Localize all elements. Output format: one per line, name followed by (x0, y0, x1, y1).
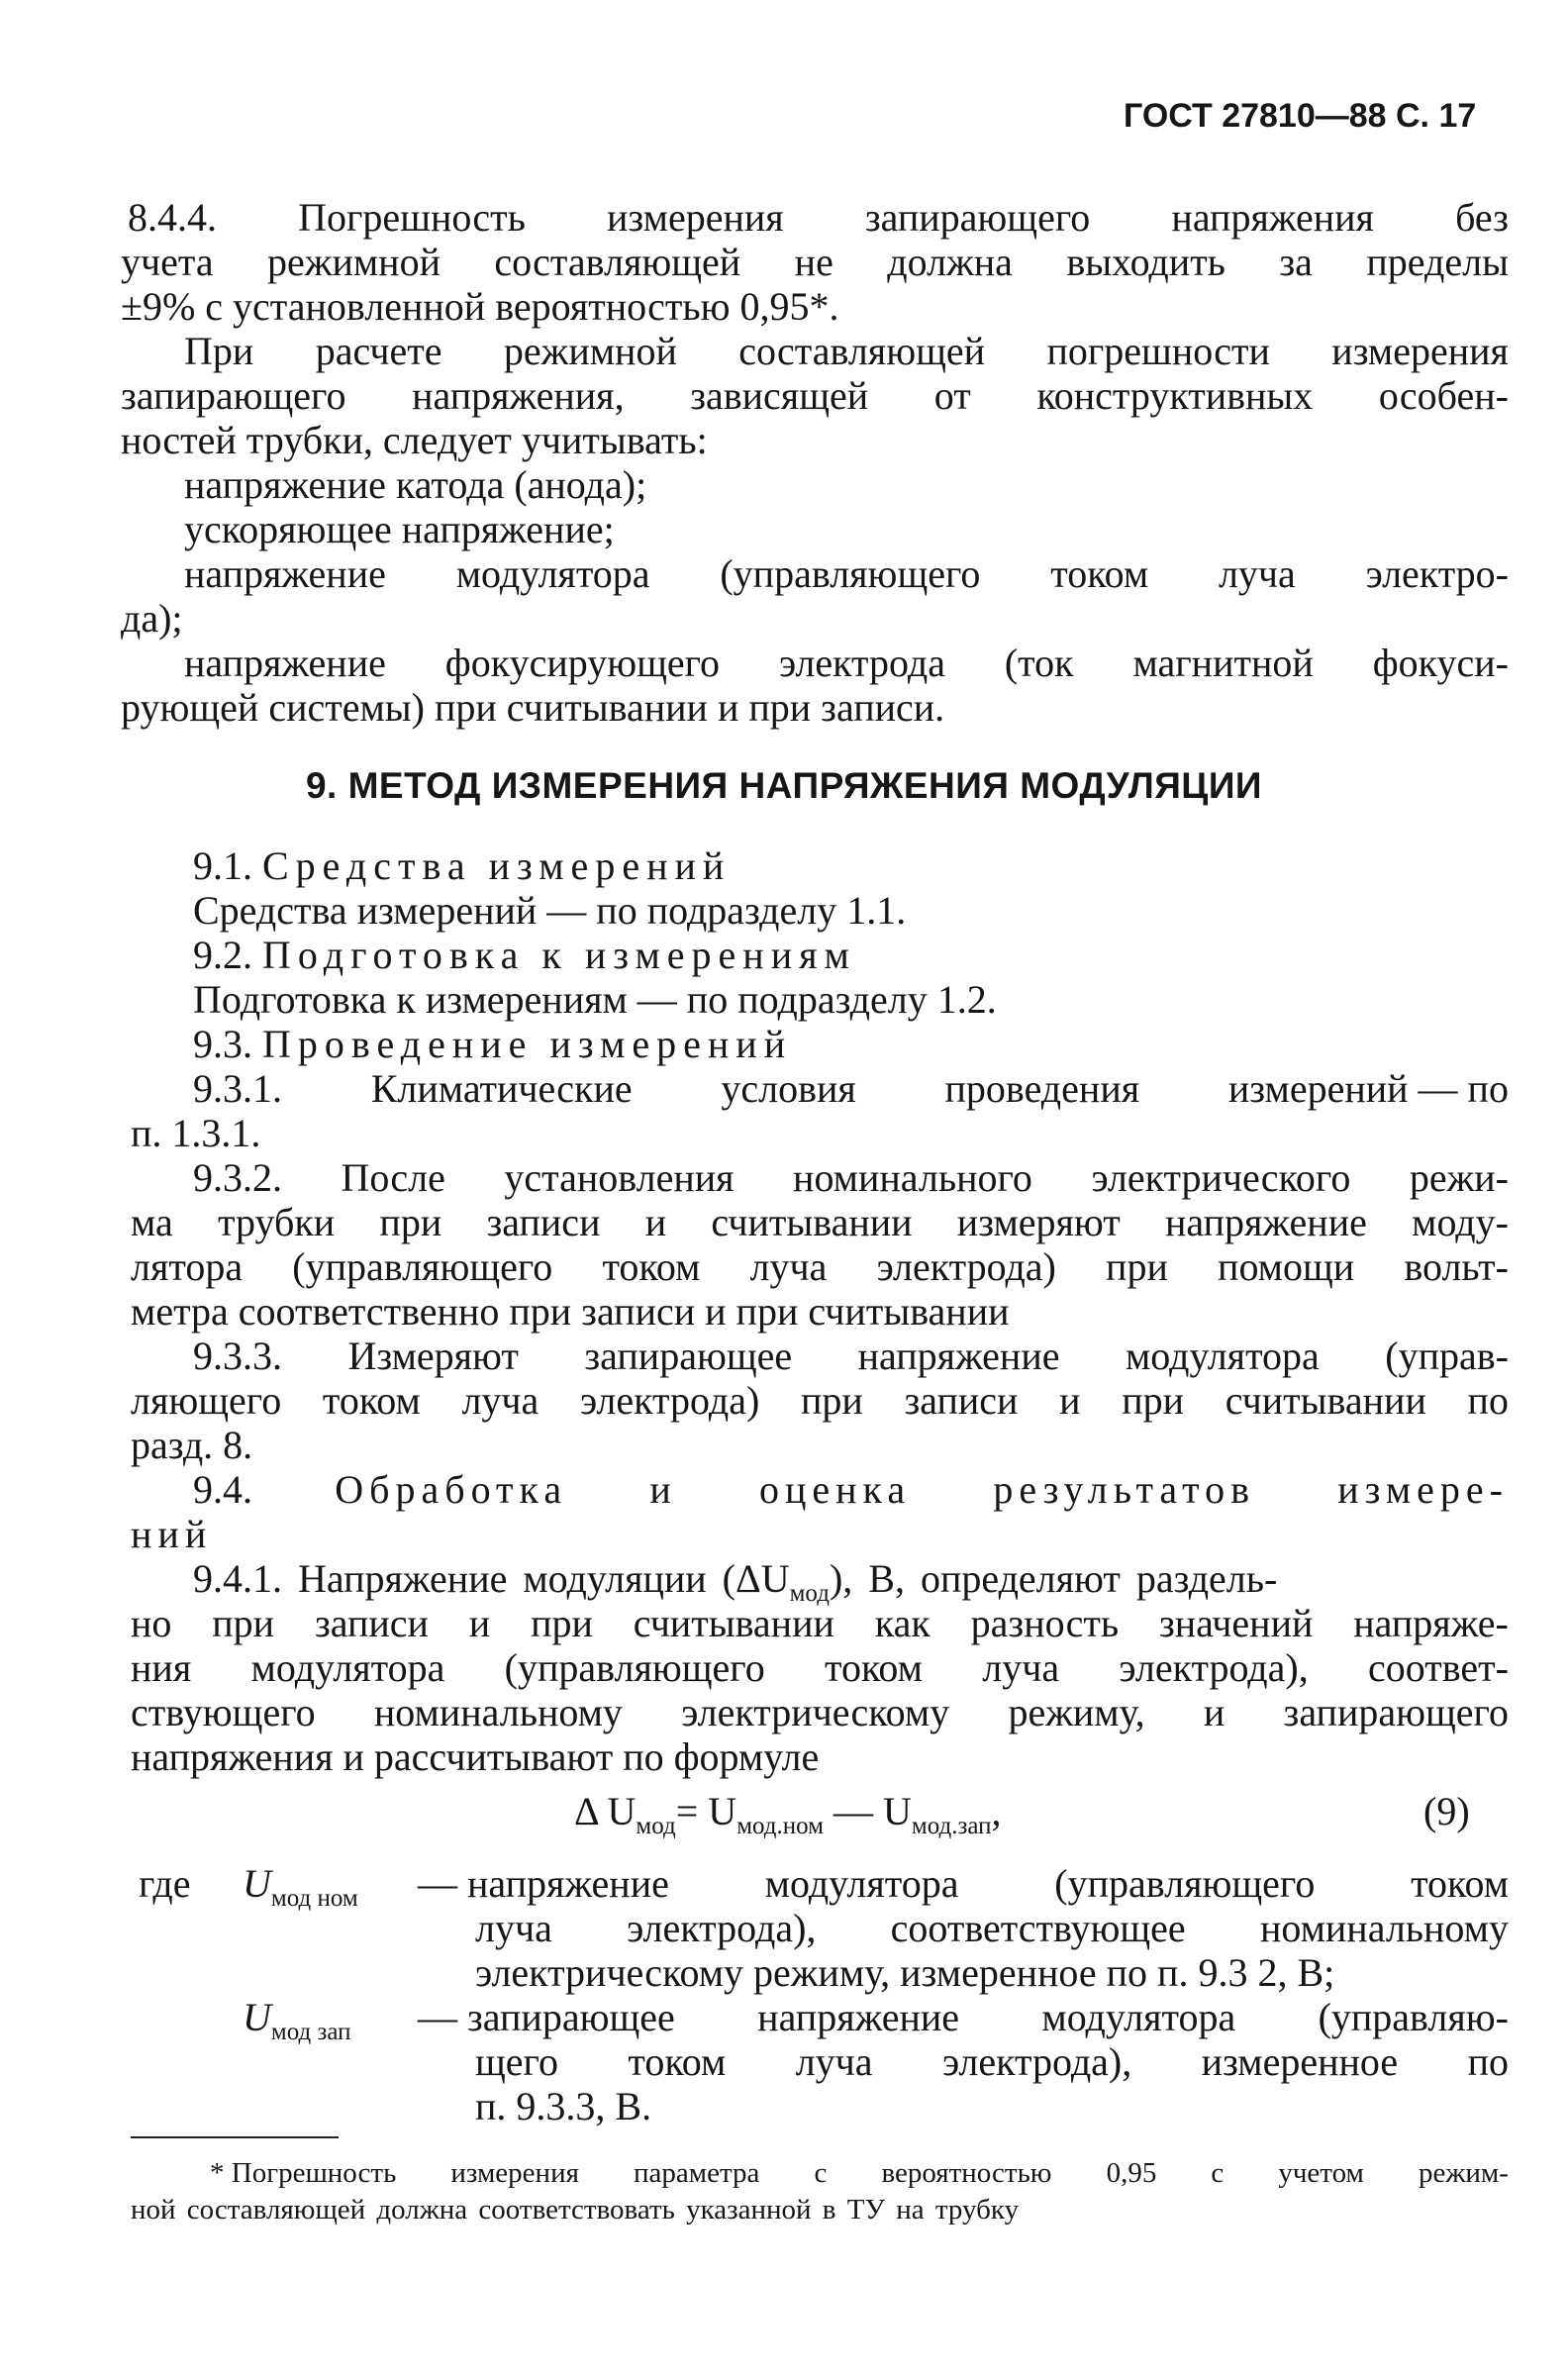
calc-paragraph-line-1 (184, 329, 1509, 373)
formula-9 (574, 1789, 1002, 1839)
word: напряжение (1165, 1200, 1367, 1244)
calc-list-item-2: ускоряющее напряжение; (184, 507, 615, 551)
paragraph-9-3-3-line-1 (193, 1336, 1509, 1376)
word: луча (1218, 551, 1296, 596)
text: 9.4.1. Напряжение модуляции (ΔU (193, 1556, 790, 1601)
symbol: U (243, 1861, 271, 1906)
word: током (602, 1244, 701, 1289)
word: током (628, 2039, 727, 2084)
word: составляющей (738, 329, 986, 373)
word: проведения (944, 1066, 1140, 1111)
word: (управляю- (1318, 1995, 1509, 2039)
word: (управляющего (720, 551, 981, 596)
paragraph-9-3-1-line-1 (193, 1066, 1509, 1111)
word: После (341, 1155, 445, 1200)
word: 9.3.2. (193, 1155, 282, 1200)
word: учетом (1278, 2157, 1364, 2189)
word: электрода) (579, 1378, 760, 1423)
word: пределы (1366, 240, 1509, 284)
word: за (1279, 240, 1313, 284)
word: записи (314, 1601, 429, 1645)
paragraph-9-3-2-line-1 (193, 1155, 1509, 1200)
formula-delta: Δ U (574, 1789, 637, 1833)
calc-list-item-4-cont: рующей системы) при считывании и при записи. (121, 685, 945, 730)
word: (управляющего (1054, 1861, 1316, 1906)
word: запирающего (864, 195, 1091, 240)
word: режи- (1409, 1155, 1509, 1200)
word: 8.4.4. (128, 195, 217, 240)
word: условия (721, 1066, 856, 1111)
word: (управляющего (504, 1645, 765, 1690)
word: вероятностью (881, 2157, 1052, 2189)
subsection-9-2-heading (193, 933, 856, 977)
word: электрода), (1119, 1645, 1309, 1690)
word: луча (749, 1244, 828, 1289)
word: Погрешность (298, 195, 526, 240)
word: установления (504, 1155, 735, 1200)
formula-minus: — U (823, 1789, 912, 1833)
word: при (212, 1601, 275, 1645)
formula-subscript: мод.зап (911, 1813, 992, 1839)
word: конструктивных (1036, 373, 1314, 418)
paragraph-9-3-1-line-2: п. 1.3.1. (131, 1111, 261, 1155)
word: и (649, 1467, 677, 1512)
word: запирающего (121, 373, 346, 418)
formula-subscript: мод (636, 1813, 676, 1839)
word: должна (887, 240, 1013, 284)
formula-equals: = U (675, 1789, 737, 1833)
word: и (1203, 1690, 1225, 1734)
word: как (874, 1601, 931, 1645)
paragraph-9-3-2-line-3 (131, 1244, 1509, 1289)
paragraph-9-3-2-line-2 (131, 1200, 1509, 1244)
word: записи (486, 1200, 601, 1244)
calc-list-item-4 (184, 643, 1509, 683)
word: особен- (1378, 373, 1509, 418)
word: и (468, 1601, 491, 1645)
subsection-number: 9.2. (193, 933, 252, 977)
word: при (379, 1200, 442, 1244)
word: измерений — по (1227, 1066, 1509, 1111)
word: ния (131, 1645, 192, 1690)
word: учета (121, 240, 214, 284)
word: помощи (1218, 1244, 1355, 1289)
word: лятора (131, 1244, 244, 1289)
word: выходить (1066, 240, 1225, 284)
where-def-1-line-1 (418, 1861, 1509, 1906)
word: Климатические (370, 1066, 633, 1111)
word: модулятора (455, 551, 650, 596)
word: и (644, 1200, 667, 1244)
paragraph-8-4-4-line-1 (128, 195, 1509, 240)
where-symbol-1 (243, 1861, 358, 1912)
word: измере- (1337, 1467, 1509, 1512)
word: вольт- (1404, 1244, 1509, 1289)
word: разность (970, 1601, 1120, 1645)
word: измерения (607, 195, 784, 240)
word: ствующего (131, 1690, 316, 1734)
where-label: где (139, 1861, 191, 1906)
paragraph-9-4-1-line-3 (131, 1645, 1509, 1690)
word: режимной (503, 329, 677, 373)
paragraph-8-4-4-line-2 (121, 240, 1509, 284)
word: 9.4. (193, 1467, 252, 1512)
word: (управ- (1385, 1334, 1509, 1378)
subsection-number: 9.3. (193, 1022, 252, 1066)
where-def-1-line-3: электрическому режиму, измеренное по п. 9.3 2, В; (475, 1950, 1335, 1995)
symbol-subscript: мод ном (270, 1885, 358, 1912)
word: ляющего (131, 1378, 282, 1423)
word: При (184, 329, 254, 373)
word: — запирающее (418, 1995, 675, 2039)
word: оценка (758, 1467, 912, 1512)
word: но (131, 1601, 172, 1645)
word: 9.3.3. (193, 1334, 282, 1378)
word: электрода (778, 641, 945, 685)
word: режимной (267, 240, 441, 284)
calc-paragraph-line-2 (121, 373, 1509, 418)
word: модулятора (1041, 1995, 1236, 2039)
symbol: U (243, 1995, 271, 2039)
word: по (1467, 1378, 1509, 1423)
paragraph-9-3-2-line-4: метра соответственно при записи и при считывании (131, 1289, 1010, 1334)
calc-paragraph-line-3: ностей трубки, следует учитывать: (121, 418, 708, 462)
word: Обработка (335, 1467, 568, 1512)
paragraph-9-4-1-line-5: напряжения и рассчитывают по формуле (131, 1734, 820, 1779)
word: номинальному (373, 1690, 623, 1734)
text: ), В, определяют раздель- (829, 1556, 1278, 1601)
word: ма (131, 1200, 173, 1244)
word: Измеряют (347, 1334, 519, 1378)
word: измерения (450, 2157, 579, 2189)
word: током (1050, 551, 1149, 596)
word: измерения (1331, 329, 1509, 373)
word: результатов (993, 1467, 1255, 1512)
word: — напряжение (418, 1861, 669, 1906)
formula-comma: , (991, 1789, 1002, 1833)
word: составляющей (494, 240, 741, 284)
formula-subscript: мод.ном (736, 1813, 824, 1839)
word: луча (795, 2039, 873, 2084)
word: током (1411, 1861, 1509, 1906)
word: напряжения (1171, 195, 1374, 240)
subscript: мод (789, 1580, 830, 1607)
subsection-title: Подготовка к измерениям (262, 933, 856, 977)
section-9-title: 9. МЕТОД ИЗМЕРЕНИЯ НАПРЯЖЕНИЯ МОДУЛЯЦИИ (305, 765, 1263, 806)
paragraph-9-3-3-line-3: разд. 8. (131, 1423, 253, 1467)
word: электрода), (941, 2039, 1132, 2084)
paragraph-9-3-3-line-2 (131, 1378, 1509, 1423)
where-def-2-line-3: п. 9.3.3, В. (475, 2084, 652, 2128)
word: электрода), (627, 1906, 817, 1950)
paragraph-8-4-4-line-3: ±9% с установленной вероятностью 0,95*. (121, 284, 839, 329)
word: 9.3.1. (193, 1066, 282, 1111)
word: электрода) (876, 1244, 1056, 1289)
word: соответствующее (890, 1906, 1186, 1950)
word: с (1211, 2157, 1225, 2189)
word: (управляющего (292, 1244, 553, 1289)
subsection-9-1-text: Средства измерений — по подразделу 1.1. (193, 888, 907, 933)
page-header: ГОСТ 27810—88 С. 17 (1124, 97, 1477, 135)
word: от (933, 373, 971, 418)
where-def-2-line-1 (418, 1995, 1509, 2039)
word: режим- (1418, 2157, 1509, 2189)
word: погрешности (1046, 329, 1270, 373)
word: луча (475, 1906, 552, 1950)
word: и (1059, 1378, 1081, 1423)
word: при (531, 1601, 593, 1645)
word: (ток (1004, 641, 1074, 685)
word: луча (461, 1378, 539, 1423)
word: напряже- (1353, 1601, 1509, 1645)
subsection-9-3-heading (193, 1022, 793, 1066)
word: по (1467, 2039, 1509, 2084)
word: модулятора (250, 1645, 445, 1690)
paragraph-9-4-1-line-1 (193, 1556, 1278, 1607)
word: электро- (1365, 551, 1509, 596)
word: напряжение (757, 1995, 960, 2039)
word: 0,95 (1106, 2157, 1157, 2189)
word: с (814, 2157, 828, 2189)
word: измеренное (1201, 2039, 1399, 2084)
word: напряжения, (412, 373, 625, 418)
word: щего (475, 2039, 558, 2084)
word: при (1106, 1244, 1168, 1289)
word: электрическому (681, 1690, 950, 1734)
calc-list-item-1: напряжение катода (анода); (184, 462, 647, 507)
calc-list-item-3-cont: да); (121, 596, 183, 641)
subsection-9-4-heading-line-2: ний (131, 1512, 213, 1556)
word: режиму, (1008, 1690, 1145, 1734)
word: моду- (1412, 1200, 1509, 1244)
word: трубки (218, 1200, 336, 1244)
subsection-title: Средства измерений (262, 843, 732, 888)
paragraph-9-4-1-line-2 (131, 1601, 1509, 1645)
word: током (322, 1378, 421, 1423)
word: модулятора (1125, 1334, 1320, 1378)
word: при (800, 1378, 863, 1423)
subsection-9-4-heading-line-1 (193, 1467, 1509, 1512)
subsection-title: Проведение измерений (262, 1022, 793, 1066)
word: зависящей (690, 373, 869, 418)
word: измеряют (956, 1200, 1121, 1244)
where-symbol-2 (243, 1995, 351, 2045)
word: номинальному (1259, 1906, 1509, 1950)
word: считывании (633, 1601, 834, 1645)
word: током (825, 1645, 923, 1690)
word: магнитной (1132, 641, 1314, 685)
formula-number: (9) (1423, 1789, 1470, 1833)
word: без (1455, 195, 1509, 240)
footnote-line-1 (210, 2159, 1509, 2188)
word: запирающее (584, 1334, 793, 1378)
word: напряжение (857, 1334, 1060, 1378)
word: напряжение (184, 641, 386, 685)
word: электрического (1091, 1155, 1351, 1200)
word: при (1122, 1378, 1185, 1423)
word: фокуси- (1372, 641, 1509, 685)
word: модулятора (764, 1861, 959, 1906)
word: напряжение (184, 551, 386, 596)
word: расчете (315, 329, 442, 373)
word: фокусирующего (444, 641, 721, 685)
word: запирающего (1283, 1690, 1509, 1734)
paragraph-9-4-1-line-4 (131, 1690, 1509, 1734)
word: номинального (793, 1155, 1032, 1200)
word: * Погрешность (210, 2157, 397, 2189)
word: не (794, 240, 833, 284)
footnote-separator (131, 2136, 339, 2138)
footnote-line-2: ной составляющей должна соответствовать указанной в ТУ на трубку (131, 2194, 1020, 2226)
subsection-9-1-heading (193, 843, 732, 888)
word: записи (904, 1378, 1019, 1423)
word: соответ- (1368, 1645, 1509, 1690)
word: считывании (711, 1200, 913, 1244)
calc-list-item-3 (184, 551, 1509, 596)
word: параметра (634, 2157, 760, 2189)
subsection-9-2-text: Подготовка к измерениям — по подразделу 1.2. (193, 977, 997, 1022)
word: значений (1158, 1601, 1314, 1645)
symbol-subscript: мод зап (270, 2019, 351, 2045)
word: считывании (1225, 1378, 1426, 1423)
where-def-2-line-2 (475, 2039, 1509, 2084)
subsection-number: 9.1. (193, 843, 252, 888)
where-def-1-line-2 (475, 1906, 1509, 1950)
word: луча (982, 1645, 1060, 1690)
